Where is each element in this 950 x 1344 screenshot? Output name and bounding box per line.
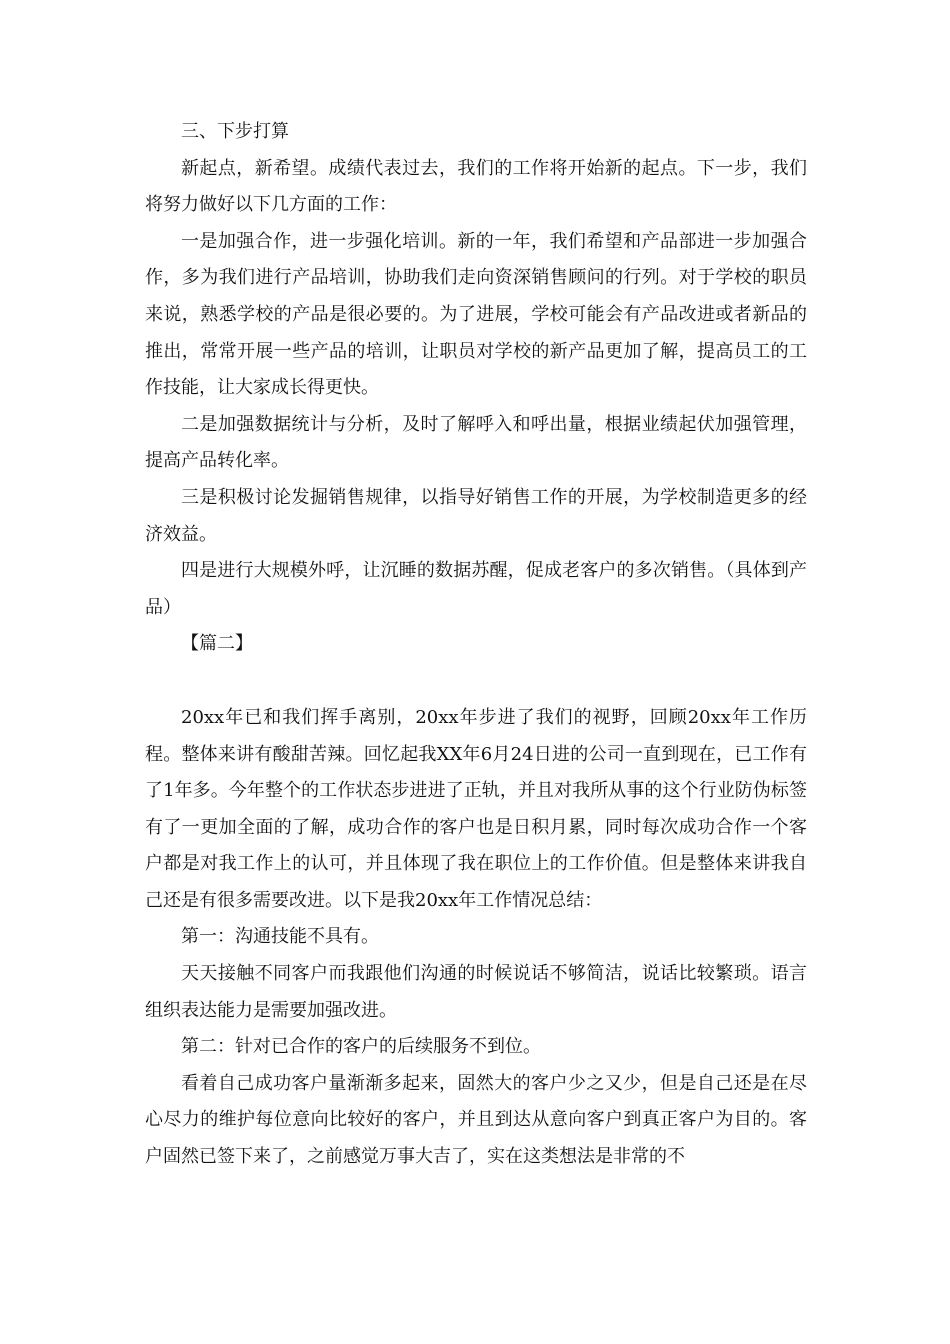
document-page xyxy=(145,114,807,1176)
paragraph-second-body: 看着自己成功客户量渐渐多起来，固然大的客户少之又少，但是自己还是在尽心尽力的维护每位意向比较好的客户，并且到达从意向客户到真正客户为目的。客户固然已签下来了，之前感觉万事大吉了，实在这类想法是非常的不 xyxy=(145,1072,807,1168)
paragraph-point-one: 一是加强合作，进一步强化培训。新的一年，我们希望和产品部进一步加强合作，多为我们进行产品培训，协助我们走向资深销售顾问的行列。对于学校的职员来说，熟悉学校的产品是很必要的。为了进展，学校可能会有产品改进或者新品的推出，常常开展一些产品的培训，让职员对学校的新产品更加了解，提高员工的工作技能，让大家成长得更快。 xyxy=(145,230,807,399)
section-heading-part-two: 【篇二】 xyxy=(181,633,253,655)
paragraph-review: 20xx年已和我们挥手离别，20xx年步进了我们的视野，回顾20xx年工作历程。整体来讲有酸甜苦辣。回忆起我XX年6月24日进的公司一直到现在，已工作有了1年多。今年整个的工作状态步进进了正轨，并且对我所从事的这个行业防伪标签有了一更加全面的了解，成功合作的客户也是日积月累，同时每次成功合作一个客户都是对我工作上的认可，并且体现了我在职位上的工作价值。但是整体来讲我自己还是有很多需要改进。以下是我20xx年工作情况总结： xyxy=(145,706,807,911)
paragraph-first-body: 天天接触不同客户而我跟他们沟通的时候说话不够简洁，说话比较繁琐。语言组织表达能力是需要加强改进。 xyxy=(145,963,807,1021)
paragraph-point-two: 二是加强数据统计与分析，及时了解呼入和呼出量，根据业绩起伏加强管理，提高产品转化率。 xyxy=(145,413,807,472)
paragraph-point-four: 四是进行大规模外呼，让沉睡的数据苏醒，促成老客户的多次销售。（具体到产品） xyxy=(145,560,807,618)
paragraph-first-heading: 第一：沟通技能不具有。 xyxy=(181,926,379,948)
paragraph-point-three: 三是积极讨论发掘销售规律，以指导好销售工作的开展，为学校制造更多的经济效益。 xyxy=(145,486,807,545)
paragraph-second-heading: 第二：针对已合作的客户的后续服务不到位。 xyxy=(181,1036,541,1058)
section-heading-next-steps: 三、下步打算 xyxy=(181,121,289,142)
paragraph-intro: 新起点，新希望。成绩代表过去，我们的工作将开始新的起点。下一步，我们将努力做好以下几方面的工作： xyxy=(145,157,807,216)
